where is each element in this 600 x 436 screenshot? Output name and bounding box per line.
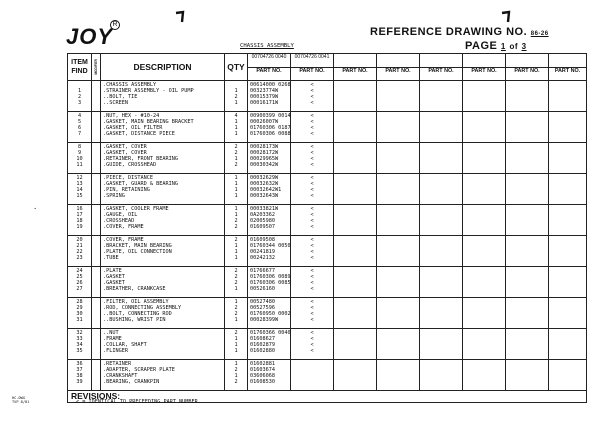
part-no-cell-blank (506, 112, 549, 143)
item-find-header (68, 54, 92, 81)
part-no-cell-blank (377, 205, 420, 236)
assembly-number-blank (549, 54, 587, 68)
assembly-number-blank (334, 54, 377, 68)
item-find-cell: 24 25 26 27 (68, 267, 92, 298)
part-no-cell: 00900399 0014 00026007W 01760306 0187 01760306 0088 (248, 112, 291, 143)
table-row (68, 112, 587, 143)
part-no-cell-blank (549, 174, 587, 205)
part-no-cell-blank (506, 360, 549, 391)
part-no-cell-blank (463, 360, 506, 391)
item-find-cell: 20 21 22 23 (68, 236, 92, 267)
table-row (68, 81, 587, 112)
page-indicator (465, 40, 527, 52)
part-no-header: PART NO. (463, 68, 506, 81)
punch-mark-icon (174, 10, 188, 24)
part-no-cell-blank (377, 267, 420, 298)
part-no-cell-blank (549, 360, 587, 391)
part-no-cell-blank (549, 143, 587, 174)
part-no-cell-blank (420, 112, 463, 143)
part-no-cell-blank (377, 236, 420, 267)
form-code: HC-DWG TVP 8/81 (12, 396, 30, 404)
identical-mark-cell (291, 360, 334, 391)
part-no-cell: 00032629W 00032632W 00032642W1 00032643W (248, 174, 291, 205)
item-header: ITEM (71, 59, 88, 66)
identical-mark-cell: < < < < (291, 329, 334, 360)
description-cell: .CHASSIS ASSEMBLY .STRAINER ASSEMBLY - OIL PUMP ..BOLT, TIE ..SCREEN (101, 81, 225, 112)
part-no-cell-blank (420, 143, 463, 174)
part-no-cell-blank (463, 112, 506, 143)
qty-header: QTY (225, 54, 248, 81)
part-no-cell: 01766677 01760306 0089 01760306 0085 00526160 (248, 267, 291, 298)
page-label: PAGE (465, 40, 498, 52)
part-no-cell-blank (420, 81, 463, 112)
part-no-header: PART NO. (248, 68, 291, 81)
modifier-cell (92, 360, 101, 391)
edge-mark: · (33, 205, 38, 213)
modifier-cell (92, 174, 101, 205)
part-no-cell-blank (377, 174, 420, 205)
part-no-cell-blank (506, 267, 549, 298)
qty-cell: 2 2 1 2 (225, 143, 248, 174)
part-no-cell-blank (506, 174, 549, 205)
identical-mark-cell: < < < < (291, 143, 334, 174)
identical-mark-cell: < < < < (291, 205, 334, 236)
part-no-cell-blank (377, 112, 420, 143)
part-no-cell-blank (420, 267, 463, 298)
table-row (68, 174, 587, 205)
qty-cell: 1 2 1 (225, 81, 248, 112)
part-no-cell-blank (420, 205, 463, 236)
part-no-cell: 00033821W 0A203362 02005980 01609507 (248, 205, 291, 236)
item-find-cell: 12 13 14 15 (68, 174, 92, 205)
part-no-cell-blank (334, 329, 377, 360)
part-no-cell-blank (377, 298, 420, 329)
part-no-cell-blank (420, 174, 463, 205)
description-cell: .NUT, HEX - #10-24 .GASKET, MAIN BEARING BRACKET .GASKET, OIL FILTER .GASKET, DISTANCE PIECE (101, 112, 225, 143)
assembly-subtitle: CHASSIS ASSEMBLY (240, 43, 294, 49)
assembly-number-blank (463, 54, 506, 68)
item-find-cell: 28 29 30 31 (68, 298, 92, 329)
part-no-cell-blank (506, 81, 549, 112)
assembly-number-blank (420, 54, 463, 68)
part-no-cell-blank (549, 298, 587, 329)
part-no-cell-blank (506, 329, 549, 360)
description-cell: ..NUT .FRAME .COLLAR, SHAFT .FLINGER (101, 329, 225, 360)
part-no-cell-blank (334, 236, 377, 267)
punch-mark-icon (500, 10, 514, 24)
revisions-label: REVISIONS: (68, 391, 225, 403)
modifier-header: MODIFIER (92, 54, 101, 81)
table-row (68, 236, 587, 267)
part-no-cell: 00614000 0268 00323774W 00015379W 00016171W (248, 81, 291, 112)
part-no-cell-blank (463, 267, 506, 298)
qty-cell: 1 2 1 2 (225, 360, 248, 391)
identical-mark-cell: < < < < (291, 267, 334, 298)
modifier-cell (92, 329, 101, 360)
title-label: REFERENCE DRAWING NO. (370, 26, 528, 38)
part-no-cell-blank (506, 236, 549, 267)
part-no-cell-blank (506, 143, 549, 174)
page-total: 3 (521, 42, 527, 51)
part-no-cell-blank (549, 112, 587, 143)
part-no-header: PART NO. (334, 68, 377, 81)
identical-mark-cell: < < < < (291, 236, 334, 267)
qty-cell: 1 1 2 2 (225, 205, 248, 236)
part-no-cell-blank (549, 329, 587, 360)
logo-text: JOY (66, 24, 114, 49)
part-no-cell-blank (463, 236, 506, 267)
part-no-cell-blank (420, 360, 463, 391)
item-find-cell: 36 37 38 39 (68, 360, 92, 391)
identical-mark-cell: < < < < (291, 174, 334, 205)
item-find-cell: 4 5 6 7 (68, 112, 92, 143)
assembly-number-1: 00704726 0040 (248, 54, 291, 68)
qty-cell: 2 1 1 1 (225, 329, 248, 360)
part-no-cell: 00527480 00527596 01760950 0002 00028399W (248, 298, 291, 329)
part-no-cell-blank (463, 81, 506, 112)
part-no-cell-blank (463, 143, 506, 174)
footnote: < = IDENTICAL TO PRECEEDING PART NUMBER. (76, 399, 201, 405)
part-no-cell-blank (334, 112, 377, 143)
item-find-cell: 1 2 3 (68, 81, 92, 112)
identical-mark-cell: < < < < (291, 112, 334, 143)
reference-drawing-title (370, 26, 549, 38)
parts-body (68, 81, 587, 391)
part-no-cell-blank (549, 267, 587, 298)
part-no-cell-blank (463, 298, 506, 329)
description-header: DESCRIPTION (101, 54, 225, 81)
modifier-cell (92, 81, 101, 112)
part-no-cell-blank (377, 81, 420, 112)
part-no-cell-blank (334, 360, 377, 391)
part-no-header: PART NO. (549, 68, 587, 81)
part-no-cell: 01760366 0040 01608627 01602879 01602880 (248, 329, 291, 360)
find-header: FIND (71, 68, 88, 75)
part-no-cell-blank (420, 236, 463, 267)
part-no-cell-blank (463, 174, 506, 205)
part-no-header: PART NO. (506, 68, 549, 81)
item-find-cell: 8 9 10 11 (68, 143, 92, 174)
description-cell: .GASKET, COVER .GASKET, COVER .RETAINER, FRONT BEARING .GUIDE, CROSSHEAD (101, 143, 225, 174)
part-no-cell: 01609508 01760344 0050 00241819 00242132 (248, 236, 291, 267)
part-no-cell-blank (377, 360, 420, 391)
assembly-number-blank (377, 54, 420, 68)
table-row (68, 298, 587, 329)
page-number: 1 (500, 42, 506, 51)
part-no-cell-blank (334, 143, 377, 174)
part-no-cell-blank (463, 205, 506, 236)
part-no-cell-blank (377, 329, 420, 360)
company-logo (62, 14, 118, 50)
part-no-cell-blank (420, 298, 463, 329)
of-label: of (509, 42, 518, 51)
part-no-cell-blank (334, 205, 377, 236)
table-row (68, 329, 587, 360)
modifier-cell (92, 205, 101, 236)
identical-mark-cell: < < < < (291, 81, 334, 112)
part-no-cell: 00028173W 00028172W 00029965W 00030342W (248, 143, 291, 174)
part-no-cell-blank (334, 174, 377, 205)
qty-cell: 1 1 1 1 (225, 174, 248, 205)
part-no-cell-blank (463, 329, 506, 360)
description-cell: .COVER, FRAME .BRACKET, MAIN BEARING .PLATE, OIL CONNECTION .TUBE (101, 236, 225, 267)
part-no-cell-blank (549, 205, 587, 236)
part-no-cell-blank (334, 81, 377, 112)
header-row (68, 54, 587, 68)
modifier-cell (92, 236, 101, 267)
part-no-cell: 01602881 01603674 03606068 01608530 (248, 360, 291, 391)
parts-table (67, 53, 587, 403)
description-cell: .GASKET, COOLER FRAME .GAUGE, OIL .CROSSHEAD .COVER, FRAME (101, 205, 225, 236)
description-cell: .PIECE, DISTANCE .GASKET, GUARD & BEARING .PIN, RETAINING .SPRING (101, 174, 225, 205)
part-no-header: PART NO. (291, 68, 334, 81)
drawing-number: 86-26 (530, 31, 549, 37)
description-cell: .FILTER, OIL ASSEMBLY .ROD, CONNECTING ASSEMBLY ..BOLT, CONNECTING ROD ..BUSHING, WRIST PIN (101, 298, 225, 329)
part-no-cell-blank (334, 267, 377, 298)
part-no-cell-blank (334, 298, 377, 329)
part-no-cell-blank (506, 205, 549, 236)
part-no-cell-blank (377, 143, 420, 174)
part-no-cell-blank (549, 81, 587, 112)
assembly-number-2: 00704726 0041 (291, 54, 334, 68)
registered-mark: R (110, 20, 120, 30)
item-find-cell: 32 33 34 35 (68, 329, 92, 360)
assembly-number-blank (506, 54, 549, 68)
part-no-header: PART NO. (420, 68, 463, 81)
part-no-cell-blank (420, 329, 463, 360)
table-row (68, 205, 587, 236)
table-row (68, 267, 587, 298)
modifier-cell (92, 143, 101, 174)
table-row (68, 360, 587, 391)
part-no-cell-blank (506, 298, 549, 329)
qty-cell: 4 1 1 1 (225, 112, 248, 143)
qty-cell: 1 2 2 1 (225, 298, 248, 329)
part-no-cell-blank (549, 236, 587, 267)
modifier-cell (92, 298, 101, 329)
description-cell: .RETAINER .ADAPTER, SCRAPER PLATE .CRANKSHAFT .BEARING, CRANKPIN (101, 360, 225, 391)
table-row (68, 143, 587, 174)
modifier-cell (92, 267, 101, 298)
qty-cell: 2 1 1 1 (225, 236, 248, 267)
modifier-cell (92, 112, 101, 143)
part-no-header: PART NO. (377, 68, 420, 81)
item-find-cell: 16 17 18 19 (68, 205, 92, 236)
identical-mark-cell: < < < < (291, 298, 334, 329)
description-cell: .PLATE .GASKET .GASKET .BREATHER, CRANKCASE (101, 267, 225, 298)
qty-cell: 2 2 2 1 (225, 267, 248, 298)
